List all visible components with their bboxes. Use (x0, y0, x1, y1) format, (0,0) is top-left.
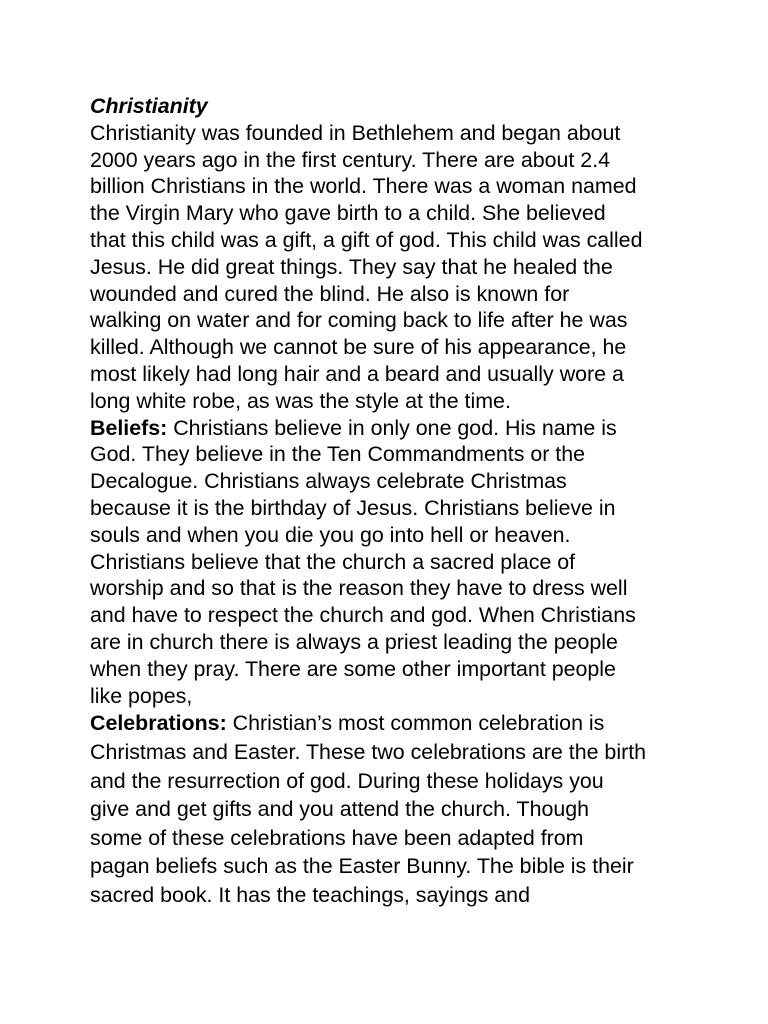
beliefs-line: when they pray. There are some other important people (90, 656, 616, 681)
intro-line: wounded and cured the blind. He also is known for (90, 281, 570, 306)
beliefs-line: are in church there is always a priest leading the people (90, 629, 618, 654)
beliefs-line: because it is the birthday of Jesus. Christians believe in (90, 495, 616, 520)
celebrations-line: Christmas and Easter. These two celebrations are the birth (90, 739, 647, 764)
celebrations-heading: Celebrations: (90, 711, 227, 736)
intro-line: Jesus. He did great things. They say that he healed the (90, 254, 613, 279)
beliefs-line: Christians believe that the church a sacred place of (90, 549, 576, 574)
beliefs-line: and have to respect the church and god. When Christians (90, 603, 636, 628)
beliefs-line: God. They believe in the Ten Commandments or the (90, 442, 586, 467)
celebrations-first-text: Christian’s most common celebration is (226, 711, 605, 736)
intro-line: 2000 years ago in the first century. There are about 2.4 (90, 147, 611, 172)
beliefs-first-line (90, 415, 690, 442)
intro-paragraph (90, 120, 690, 415)
celebrations-first-line (90, 709, 690, 738)
celebrations-line: and the resurrection of god. During these holidays you (90, 768, 604, 793)
intro-line: that this child was a gift, a gift of god. This child was called (90, 227, 643, 252)
celebrations-line: pagan beliefs such as the Easter Bunny. The bible is their (90, 854, 634, 879)
intro-line: most likely had long hair and a beard and usually wore a (90, 361, 624, 386)
intro-line: billion Christians in the world. There was a woman named (90, 174, 637, 199)
celebrations-line: give and get gifts and you attend the church. Though (90, 797, 590, 822)
document-page (90, 93, 690, 909)
beliefs-line: like popes, (90, 683, 193, 708)
intro-line: long white robe, as was the style at the time. (90, 388, 511, 413)
beliefs-paragraph (90, 415, 690, 710)
intro-line: walking on water and for coming back to life after he was (90, 308, 628, 333)
intro-line: killed. Although we cannot be sure of his appearance, he (90, 335, 627, 360)
document-title: Christianity (90, 94, 208, 118)
beliefs-line: Decalogue. Christians always celebrate Christmas (90, 469, 567, 494)
beliefs-heading: Beliefs: (90, 415, 168, 440)
beliefs-line: worship and so that is the reason they have to dress well (90, 576, 628, 601)
celebrations-line: sacred book. It has the teachings, sayings and (90, 882, 530, 907)
beliefs-first-text: Christians believe in only one god. His name is (167, 415, 617, 440)
celebrations-line: some of these celebrations have been adapted from (90, 825, 584, 850)
intro-line: the Virgin Mary who gave birth to a child. She believed (90, 201, 606, 226)
celebrations-paragraph (90, 709, 690, 909)
beliefs-line: souls and when you die you go into hell or heaven. (90, 522, 571, 547)
intro-line: Christianity was founded in Bethlehem and began about (90, 120, 621, 145)
